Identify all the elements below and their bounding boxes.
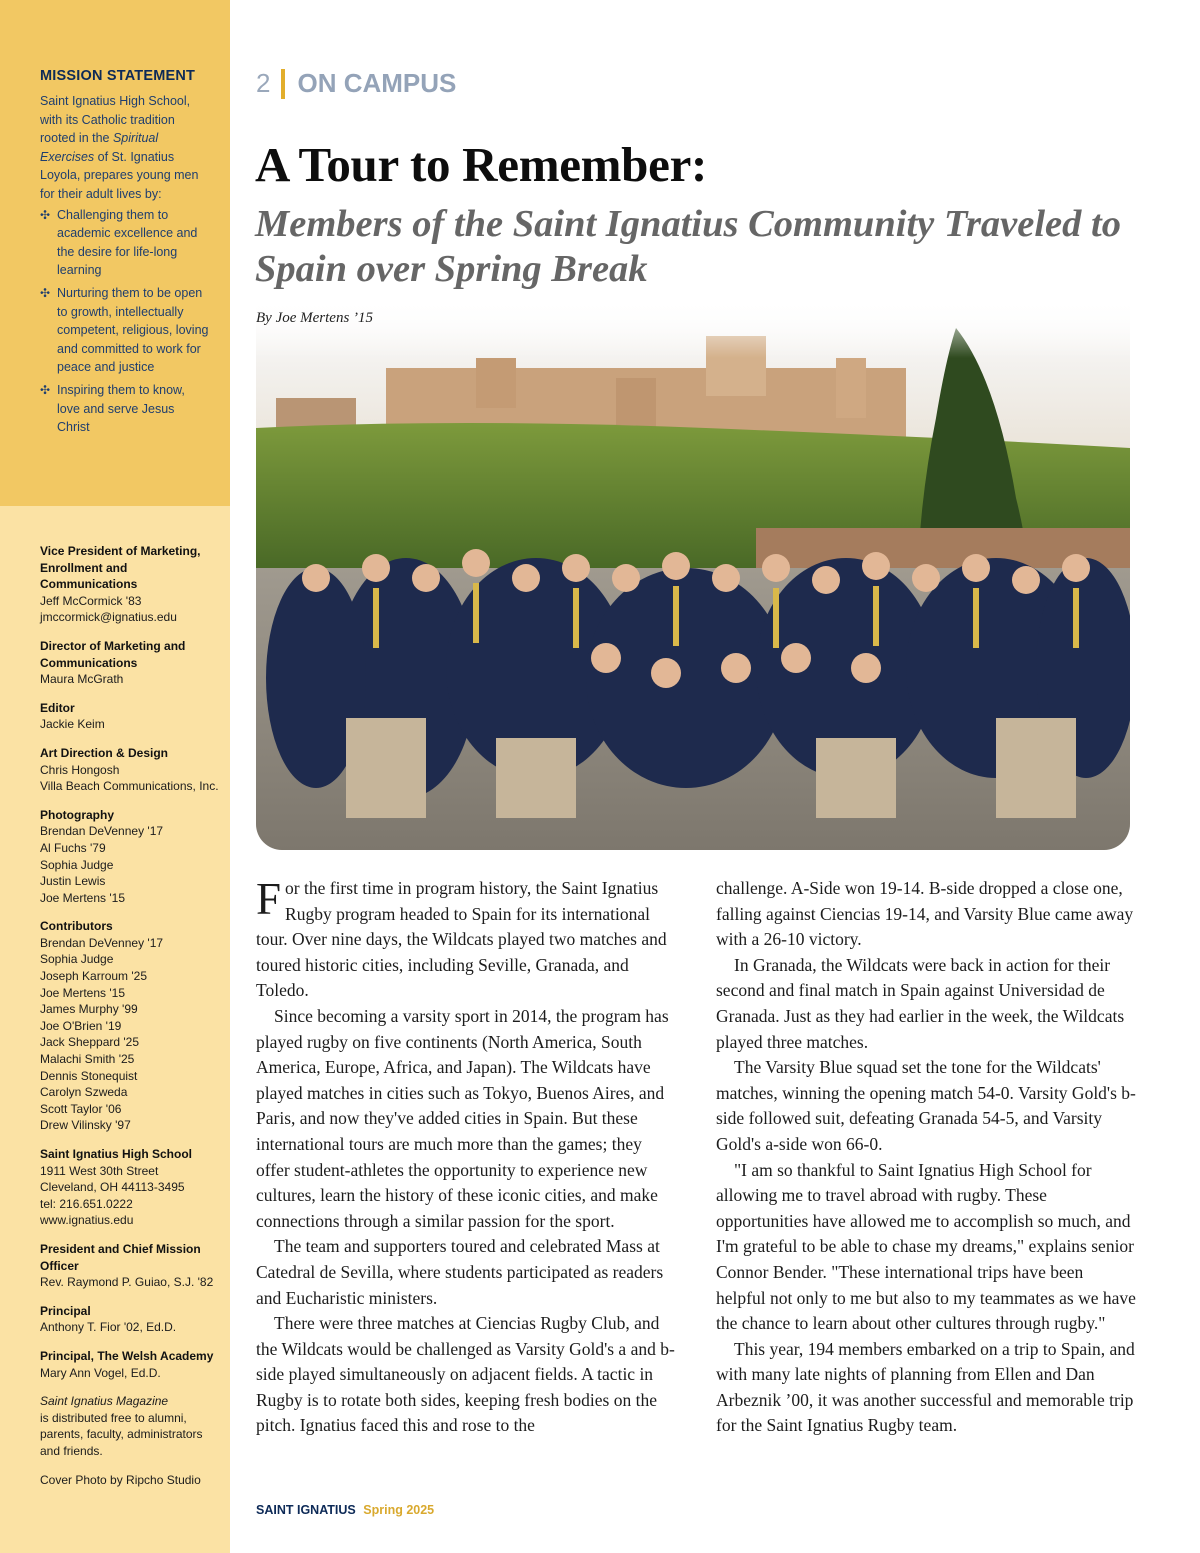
paragraph: There were three matches at Ciencias Rugby Club, and the Wildcats would be challenged as Varsity Gold's a and b-side played simultaneously on adjacent fields. A tactic in Rugby is to rotate both sides, keeping fresh bodies on the pitch. Ignatius faced this and rose to the xyxy=(256,1313,675,1436)
article-byline: By Joe Mertens ’15 xyxy=(256,310,374,326)
staff-line: Sophia Judge xyxy=(40,857,114,872)
staff-line: Joe O'Brien '19 xyxy=(40,1018,122,1033)
staff-role: Principal xyxy=(40,1303,91,1318)
staff-role: Editor xyxy=(40,700,75,715)
cover-credit-group xyxy=(40,1472,222,1489)
section-label: ON CAMPUS xyxy=(297,68,457,98)
distribution-note xyxy=(40,1393,222,1459)
article-title: A Tour to Remember: xyxy=(255,137,708,192)
paragraph: Since becoming a varsity sport in 2014, the program has played rugby on five continents (North America, South America, Europe, Africa, and Japan). The Wildcats have played matches in cities such as Tokyo, Buenos Aires, and Paris, and now they've added cities in Spain. But these international tours are much more than the games; they offer student-athletes the opportunity to experience new cultures, learn the history of these iconic cities, and make connections through a similar passion for the sport. xyxy=(256,1005,669,1231)
magazine-name: Saint Ignatius Magazine xyxy=(40,1394,169,1409)
staff-line: Rev. Raymond P. Guiao, S.J. '82 xyxy=(40,1275,214,1290)
staff-line: Anthony T. Fior '02, Ed.D. xyxy=(40,1320,177,1335)
staff-line: Malachi Smith '25 xyxy=(40,1052,135,1067)
staff-role: Photography xyxy=(40,807,114,822)
cross-bullet-icon: ✣ xyxy=(40,285,51,300)
staff-group xyxy=(40,1241,222,1291)
article-body xyxy=(256,876,1136,1439)
article-subtitle: Members of the Saint Ignatius Community Traveled to Spain over Spring Break xyxy=(255,203,1121,290)
staff-line: Carolyn Szweda xyxy=(40,1085,128,1100)
staff-line: Brendan DeVenney '17 xyxy=(40,935,164,950)
mission-bullet-text: Nurturing them to be open to growth, intellectually competent, religious, loving and committed to work for peace and justice xyxy=(57,285,209,375)
staff-line: Justin Lewis xyxy=(40,874,106,889)
staff-role: Vice President of Marketing, Enrollment and Communications xyxy=(40,544,201,592)
website-link[interactable]: www.ignatius.edu xyxy=(40,1213,134,1228)
staff-group xyxy=(40,1146,222,1229)
mission-title: MISSION STATEMENT xyxy=(40,68,196,84)
staff-line: Mary Ann Vogel, Ed.D. xyxy=(40,1365,161,1380)
mission-list xyxy=(40,206,210,437)
staff-phone-link[interactable]: tel: 216.651.0222 xyxy=(40,1196,133,1211)
paragraph: In Granada, the Wildcats were back in action for their second and final match in Spain against Universidad de Granada. Just as they had earlier in the week, the Wildcats played three matches. xyxy=(716,954,1125,1052)
staff-line: Brendan DeVenney '17 xyxy=(40,824,164,839)
article-column-2 xyxy=(716,876,1136,1439)
staff-line: Joe Mertens '15 xyxy=(40,985,126,1000)
paragraph: The team and supporters toured and celebrated Mass at Catedral de Sevilla, where students participated as readers and Eucharistic ministers. xyxy=(256,1236,664,1308)
staff-role: Director of Marketing and Communications xyxy=(40,638,186,670)
mission-intro-b: of St. Ignatius Loyola, prepares young men for their adult lives by: xyxy=(40,149,199,201)
page-footer xyxy=(256,1503,434,1517)
cross-bullet-icon: ✣ xyxy=(40,207,51,222)
mission-statement xyxy=(0,0,230,506)
staff-line: Scott Taylor '06 xyxy=(40,1101,122,1116)
staff-line: Drew Vilinsky '97 xyxy=(40,1118,131,1133)
mission-bullet xyxy=(40,381,210,437)
staff-role: Principal, The Welsh Academy xyxy=(40,1348,214,1363)
staff-line: Chris Hongosh xyxy=(40,762,120,777)
mission-bullet-text: Inspiring them to know, love and serve Jesus Christ xyxy=(57,382,185,435)
footer-issue: Spring 2025 xyxy=(363,1503,435,1517)
staff-group xyxy=(40,1303,222,1336)
staff-email-link[interactable]: jmccormick@ignatius.edu xyxy=(40,610,177,625)
staff-role: President and Chief Mission Officer xyxy=(40,1241,201,1273)
footer-publication: SAINT IGNATIUS xyxy=(256,1503,356,1517)
mission-bullet-text: Challenging them to academic excellence and the desire for life-long learning xyxy=(57,207,198,278)
staff-group xyxy=(40,745,222,795)
staff-role: Art Direction & Design xyxy=(40,745,169,760)
paragraph: challenge. A-Side won 19-14. B-side dropped a close one, falling against Ciencias 19-14, and Varsity Blue came away with a 26-10 victory. xyxy=(716,878,1134,950)
team-photo xyxy=(256,298,1130,850)
paragraph xyxy=(256,876,676,1004)
staff-line: 1911 West 30th Street xyxy=(40,1163,159,1178)
staff-line: Villa Beach Communications, Inc. xyxy=(40,779,219,794)
section-header xyxy=(256,68,456,99)
paragraph: "I am so thankful to Saint Ignatius High School for allowing me to travel abroad with rugby. These opportunities have allowed me to accomplish so much, and I'm grateful to be able to chase my dreams," explains senior Connor Bender. "These international trips have been helpful not only to me but also to my teammates as we have the chance to learn about other cultures through rugby." xyxy=(716,1159,1136,1334)
distribution-text: is distributed free to alumni, parents, faculty, administrators and friends. xyxy=(40,1410,203,1458)
mission-bullet xyxy=(40,284,210,377)
mission-intro-italic: Spiritual Exercises xyxy=(40,131,159,164)
mission-bullet xyxy=(40,206,210,280)
staff-line: Joseph Karroum '25 xyxy=(40,969,148,984)
staff-line: Jackie Keim xyxy=(40,717,105,732)
paragraph: The Varsity Blue squad set the tone for the Wildcats' matches, winning the opening match 54-0. Varsity Gold's b-side followed suit, defeating Granada 54-5, and Varsity Gold's a-side won 66-0. xyxy=(716,1057,1136,1154)
drop-cap: F xyxy=(256,874,282,924)
mission-intro xyxy=(40,92,210,204)
staff-masthead xyxy=(40,543,222,1500)
page-number: 2 xyxy=(256,68,271,98)
article-column-1 xyxy=(256,876,676,1439)
staff-line: Joe Mertens '15 xyxy=(40,890,126,905)
cover-credit: Cover Photo by Ripcho Studio xyxy=(40,1472,201,1487)
staff-line: James Murphy '99 xyxy=(40,1002,138,1017)
staff-line: Cleveland, OH 44113-3495 xyxy=(40,1180,185,1195)
staff-group xyxy=(40,700,222,733)
staff-line: Jeff McCormick '83 xyxy=(40,593,142,608)
staff-group xyxy=(40,807,222,907)
staff-line: Maura McGrath xyxy=(40,672,124,687)
staff-line: Sophia Judge xyxy=(40,952,114,967)
header-divider xyxy=(281,69,285,99)
staff-line: Dennis Stonequist xyxy=(40,1068,138,1083)
staff-group xyxy=(40,1348,222,1381)
staff-role: Contributors xyxy=(40,919,113,934)
sidebar xyxy=(0,0,230,1553)
team-photo-illustration xyxy=(256,298,1130,850)
paragraph-text: or the first time in program history, the Saint Ignatius Rugby program headed to Spain for its international tour. Over nine days, the Wildcats played two matches and toured historic cities, including Seville, Granada, and Toledo. xyxy=(256,878,667,1001)
staff-group xyxy=(40,918,222,1134)
staff-line: Jack Sheppard '25 xyxy=(40,1035,140,1050)
staff-group xyxy=(40,543,222,626)
staff-line: Al Fuchs '79 xyxy=(40,840,106,855)
paragraph: This year, 194 members embarked on a trip to Spain, and with many late nights of planning from Ellen and Dan Arbeznik ’00, it was another successful and memorable trip for the Saint Ignatius Rugby team. xyxy=(716,1338,1135,1436)
mission-intro-a: Saint Ignatius High School, with its Catholic tradition rooted in the xyxy=(40,94,191,146)
staff-group xyxy=(40,638,222,688)
staff-role: Saint Ignatius High School xyxy=(40,1147,193,1161)
cross-bullet-icon: ✣ xyxy=(40,382,51,397)
